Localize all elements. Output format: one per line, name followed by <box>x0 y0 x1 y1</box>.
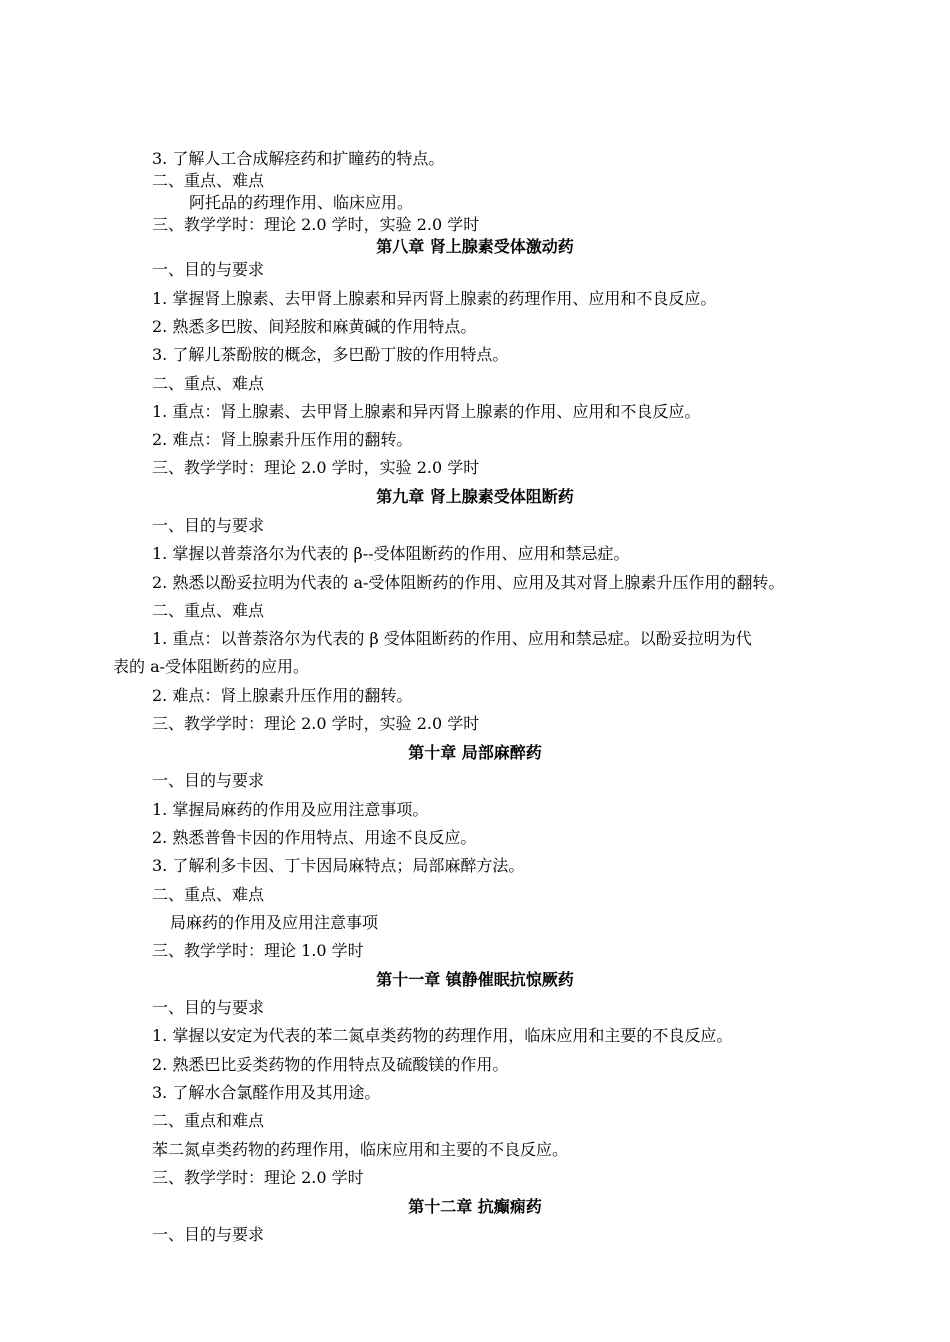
text-line: 3. 了解儿茶酚胺的概念，多巴酚丁胺的作用特点。 <box>152 345 509 364</box>
text-line: 1. 掌握局麻药的作用及应用注意事项。 <box>152 800 429 819</box>
text-line: 3. 了解利多卡因、丁卡因局麻特点；局部麻醉方法。 <box>152 856 525 875</box>
text-line: 一、目的与要求 <box>152 1225 265 1244</box>
chapter-heading: 第十一章 镇静催眠抗惊厥药 <box>376 970 574 989</box>
chapter-heading: 第九章 肾上腺素受体阻断药 <box>376 487 574 506</box>
text-line: 局麻药的作用及应用注意事项 <box>170 913 379 932</box>
text-line: 一、目的与要求 <box>152 998 265 1017</box>
text-line: 一、目的与要求 <box>152 516 265 535</box>
text-line: 2. 熟悉巴比妥类药物的作用特点及硫酸镁的作用。 <box>152 1055 509 1074</box>
text-line: 2. 难点：肾上腺素升压作用的翻转。 <box>152 686 413 705</box>
text-line: 2. 熟悉普鲁卡因的作用特点、用途不良反应。 <box>152 828 477 847</box>
text-line: 1. 重点：以普萘洛尔为代表的 β 受体阻断药的作用、应用和禁忌症。以酚妥拉明为代 <box>152 629 752 648</box>
text-line: 2. 难点：肾上腺素升压作用的翻转。 <box>152 430 413 449</box>
text-line: 苯二氮卓类药物的药理作用，临床应用和主要的不良反应。 <box>152 1140 569 1159</box>
text-line: 二、重点、难点 <box>152 885 265 904</box>
chapter-heading: 第十章 局部麻醉药 <box>408 743 542 762</box>
text-line: 二、重点、难点 <box>152 171 265 190</box>
text-line: 2. 熟悉多巴胺、间羟胺和麻黄碱的作用特点。 <box>152 317 477 336</box>
text-line: 三、教学学时：理论 2.0 学时 <box>152 1168 364 1187</box>
text-line: 1. 重点：肾上腺素、去甲肾上腺素和异丙肾上腺素的作用、应用和不良反应。 <box>152 402 701 421</box>
text-line: 三、教学学时：理论 2.0 学时，实验 2.0 学时 <box>152 458 480 477</box>
text-line: 三、教学学时：理论 2.0 学时，实验 2.0 学时 <box>152 714 480 733</box>
text-line: 3. 了解人工合成解痉药和扩瞳药的特点。 <box>152 149 445 168</box>
text-line: 三、教学学时：理论 2.0 学时，实验 2.0 学时 <box>152 215 480 234</box>
text-line: 二、重点和难点 <box>152 1111 265 1130</box>
chapter-heading: 第八章 肾上腺素受体激动药 <box>376 237 574 256</box>
text-line: 1. 掌握肾上腺素、去甲肾上腺素和异丙肾上腺素的药理作用、应用和不良反应。 <box>152 289 717 308</box>
text-line: 一、目的与要求 <box>152 260 265 279</box>
text-line: 1. 掌握以普萘洛尔为代表的 β--受体阻断药的作用、应用和禁忌症。 <box>152 544 630 563</box>
text-line: 三、教学学时：理论 1.0 学时 <box>152 941 364 960</box>
chapter-heading: 第十二章 抗癫痫药 <box>408 1197 542 1216</box>
text-line: 二、重点、难点 <box>152 601 265 620</box>
text-line: 表的 a-受体阻断药的应用。 <box>113 657 310 676</box>
text-line: 一、目的与要求 <box>152 771 265 790</box>
text-line: 3. 了解水合氯醛作用及其用途。 <box>152 1083 381 1102</box>
text-line: 2. 熟悉以酚妥拉明为代表的 a-受体阻断药的作用、应用及其对肾上腺素升压作用的翻转。 <box>152 573 785 592</box>
text-line: 1. 掌握以安定为代表的苯二氮卓类药物的药理作用，临床应用和主要的不良反应。 <box>152 1026 733 1045</box>
text-line: 二、重点、难点 <box>152 374 265 393</box>
text-line: 阿托品的药理作用、临床应用。 <box>189 193 414 212</box>
